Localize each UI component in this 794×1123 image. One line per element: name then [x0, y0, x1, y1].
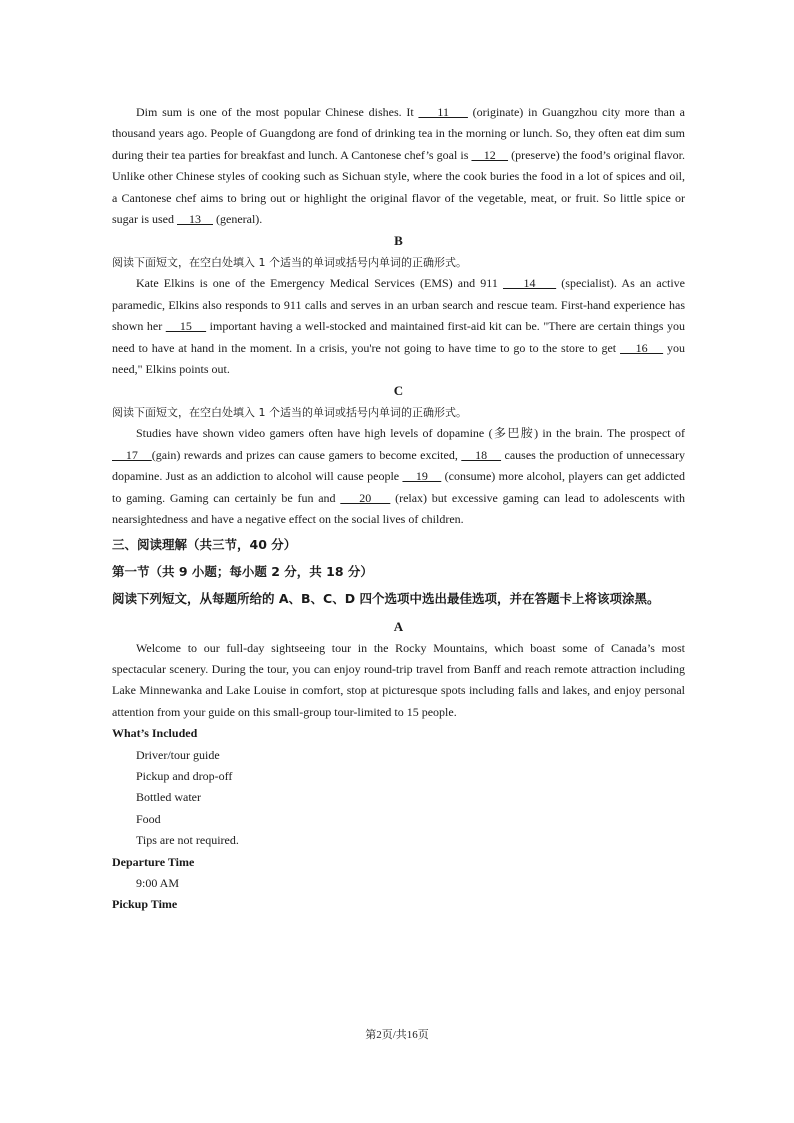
text: (originate) in Guangzhou city more than a thousand years ago. People of Guangdong are fond of drinking tea in the morning or lunch. So, they often eat dim sum during their tea parties for breakfast and lunch. A Cantonese chef’s goal is [112, 105, 686, 162]
section-c-instruction: 阅读下面短文，在空白处填入 1 个适当的单词或括号内单词的正确形式。 [112, 406, 467, 420]
page-footer: 第2页/共16页 [365, 1029, 429, 1041]
departure-heading: Departure Time [112, 854, 195, 869]
blank-11[interactable]: 11 [418, 105, 468, 119]
part3-section1: 第一节（共 9 小题；每小题 2 分，共 18 分） [112, 563, 373, 579]
included-item: Food [136, 811, 161, 826]
text: Studies have shown video gamers often have high levels of dopamine (多巴胺) in the brain. The prospect of [136, 426, 685, 441]
blank-17[interactable]: 17 [112, 447, 152, 462]
paragraph-dim-sum [112, 102, 685, 230]
blank-15[interactable]: 15 [165, 319, 207, 334]
text: causes the production of unnecessary dopamine. Just as an addiction to alcohol will cause people [112, 447, 685, 484]
included-item: Bottled water [136, 790, 201, 805]
included-item: Driver/tour guide [136, 747, 220, 762]
text: (preserve) the food’s original flavor. Unlike other Chinese styles of cooking such as Sichuan style, where the cook buries the food in a lot of spices and oil, a Cantonese chef aims to bring out or highlight the original flavor of the vegetable, meat, or fruit. So little spice or sugar is used [112, 147, 685, 227]
blank-19[interactable]: 19 [402, 469, 442, 484]
passage-a-body: Welcome to our full-day sightseeing tour in the Rocky Mountains, which boast some of Canada’s most spectacular scenery. During the tour, you can enjoy round-trip travel from Banff and reach remote attraction including Lake Minnewanka and Lake Louise in comfort, stop at picturesque spots including falls and lakes, and enjoy personal attention from your guide on this small-group tour-limited to 15 people. [112, 640, 685, 719]
included-item: Pickup and drop-off [136, 768, 233, 783]
text: (relax) but excessive gaming can lead to adolescents with nearsightedness and have a negative effect on the social lives of children. [112, 490, 686, 527]
part3-instruction: 阅读下列短文，从每题所给的 A、B、C、D 四个选项中选出最佳选项，并在答题卡上将该项涂黑。 [112, 590, 660, 606]
passage-a-heading: A [393, 618, 404, 634]
text: you need," Elkins points out. [112, 340, 686, 377]
page-content [112, 102, 685, 916]
text: (general). [213, 212, 263, 227]
text: Kate Elkins is one of the Emergency Medical Services (EMS) and 911 [136, 276, 503, 291]
text: Dim sum is one of the most popular Chinese dishes. It [136, 105, 419, 119]
paragraph-section-b [112, 273, 685, 380]
blank-13[interactable]: 13 [177, 212, 213, 227]
section-b-heading: B [394, 233, 403, 249]
blank-18[interactable]: 18 [461, 447, 502, 462]
text: (gain) rewards and prizes can cause gamers to become excited, [151, 447, 462, 462]
pickup-heading: Pickup Time [112, 897, 178, 912]
section-b-instruction: 阅读下面短文，在空白处填入 1 个适当的单词或括号内单词的正确形式。 [112, 256, 467, 270]
paragraph-section-c [112, 423, 685, 530]
text: (specialist). As an active paramedic, Elkins also responds to 911 calls and serves in an urban search and rescue team. First-hand experience has shown her [112, 276, 686, 334]
part3-title: 三、阅读理解（共三节，40 分） [112, 536, 297, 552]
blank-12[interactable]: 12 [471, 147, 509, 162]
blank-14[interactable]: 14 [502, 276, 557, 291]
section-c-heading: C [393, 383, 404, 399]
blank-16[interactable]: 16 [620, 340, 664, 355]
text: (consume) more alcohol, players can get addicted to gaming. Gaming can certainly be fun and [112, 469, 685, 505]
departure-time: 9:00 AM [136, 875, 180, 890]
blank-20[interactable]: 20 [340, 490, 391, 505]
text: important having a well-stocked and maintained first-aid kit can be. "There are certain things you need to have at hand in the moment. In a crisis, you're not going to have time to go to the store to get [112, 319, 685, 355]
included-heading: What’s Included [112, 726, 198, 741]
included-item: Tips are not required. [136, 833, 239, 848]
